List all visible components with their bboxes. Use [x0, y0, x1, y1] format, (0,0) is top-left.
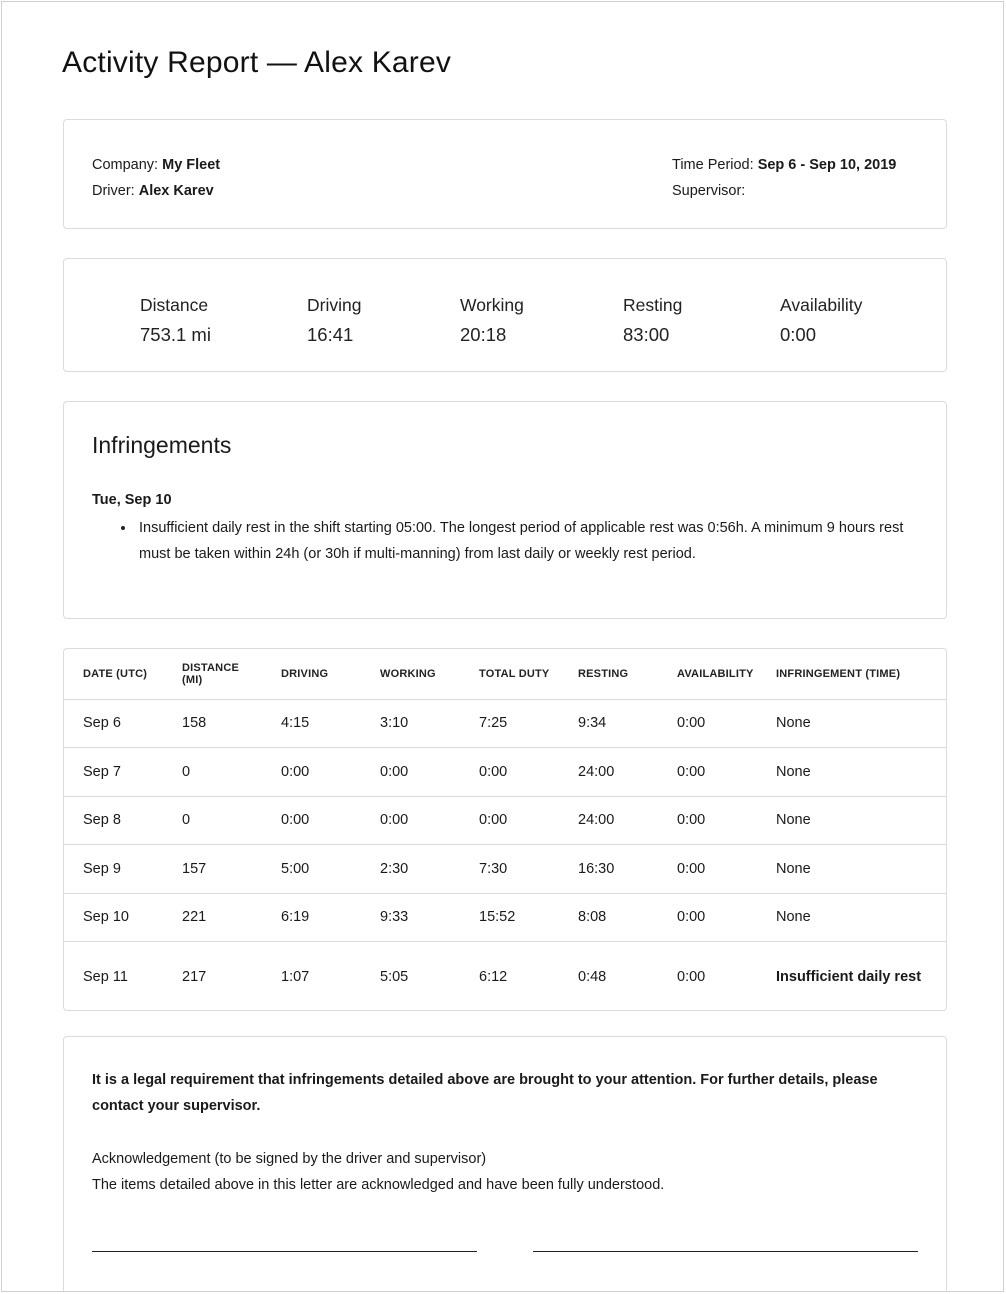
- table-cell: Sep 10: [64, 893, 163, 942]
- table-cell: 221: [163, 893, 262, 942]
- stat-value: 0:00: [780, 324, 817, 345]
- column-header: DATE (UTC): [64, 649, 163, 699]
- company-value: My Fleet: [162, 157, 221, 173]
- table-cell: 24:00: [559, 748, 658, 797]
- table-cell: 4:15: [262, 699, 361, 748]
- table-header-row: [64, 649, 947, 699]
- table-cell: 0:00: [361, 796, 460, 845]
- table-cell: 5:05: [380, 968, 409, 985]
- stat-value: 753.1 mi: [140, 324, 211, 345]
- supervisor-signature-line: [533, 1251, 918, 1252]
- column-header: RESTING: [559, 649, 658, 699]
- table-cell: 7:30: [460, 845, 559, 894]
- table-cell: 0:00: [460, 748, 559, 797]
- table-cell: 0:48: [578, 968, 607, 985]
- table-cell: 2:30: [361, 845, 460, 894]
- acknowledgement-block: [92, 1146, 912, 1198]
- company-row: [92, 152, 220, 178]
- table-cell: 157: [163, 845, 262, 894]
- table-cell: 0:00: [658, 893, 757, 942]
- stat-label: Resting: [623, 295, 683, 315]
- period-label: Time Period:: [672, 157, 754, 173]
- acknowledgement-card: [63, 1036, 947, 1292]
- driver-row: [92, 178, 220, 204]
- table-cell: None: [757, 748, 947, 797]
- table-cell: 0: [163, 748, 262, 797]
- table-cell: 3:10: [361, 699, 460, 748]
- driver-signature-line: [92, 1251, 477, 1252]
- table-row: [64, 942, 947, 1012]
- column-header: DRIVING: [262, 649, 361, 699]
- table-row: [64, 845, 947, 894]
- table-cell: 1:07: [281, 968, 310, 985]
- table-row: [64, 796, 947, 845]
- driver-label: Driver:: [92, 183, 135, 199]
- table-cell: 0:00: [361, 748, 460, 797]
- stat-availability: [780, 291, 862, 349]
- driver-value: Alex Karev: [138, 183, 214, 199]
- table-cell: Sep 7: [64, 748, 163, 797]
- legal-notice: It is a legal requirement that infringements detailed above are brought to your attention. For further details, please contact your supervisor.: [92, 1072, 878, 1114]
- table-cell: None: [757, 845, 947, 894]
- column-header: INFRINGEMENT (TIME): [757, 649, 947, 699]
- table-cell: 0:00: [262, 796, 361, 845]
- infringement-day: Tue, Sep 10: [92, 492, 172, 508]
- table-cell: 217: [182, 968, 207, 985]
- table-cell: 0:00: [658, 845, 757, 894]
- table-cell: None: [757, 893, 947, 942]
- table-cell: None: [757, 796, 947, 845]
- acknowledgement-text: The items detailed above in this letter are acknowledged and have been fully understood.: [92, 1177, 665, 1193]
- supervisor-label: Supervisor:: [672, 183, 746, 199]
- table-cell: 6:12: [479, 968, 508, 985]
- meta-right: [672, 152, 896, 204]
- summary-stats-card: [63, 258, 947, 372]
- meta-left: [92, 152, 220, 204]
- table-row: [64, 893, 947, 942]
- table-cell: 6:19: [262, 893, 361, 942]
- table-cell: 0:00: [658, 796, 757, 845]
- table-cell: 0:00: [658, 699, 757, 748]
- stat-label: Driving: [307, 295, 362, 315]
- column-header: WORKING: [361, 649, 460, 699]
- table-cell: 0: [163, 796, 262, 845]
- supervisor-row: [672, 178, 896, 204]
- table-row: [64, 699, 947, 748]
- daily-activity-table-card: [63, 648, 947, 1011]
- table-cell: 15:52: [460, 893, 559, 942]
- table-cell: 9:33: [361, 893, 460, 942]
- company-label: Company:: [92, 157, 159, 173]
- table-cell: 0:00: [658, 748, 757, 797]
- column-header: TOTAL DUTY: [460, 649, 559, 699]
- table-cell: Sep 11: [83, 968, 128, 985]
- stat-working: [460, 291, 524, 349]
- stat-value: 83:00: [623, 324, 670, 345]
- period-value: Sep 6 - Sep 10, 2019: [757, 157, 897, 173]
- stat-label: Availability: [780, 295, 863, 315]
- table-cell: None: [757, 699, 947, 748]
- stat-label: Working: [460, 295, 524, 315]
- stat-label: Distance: [140, 295, 209, 315]
- table-cell: 8:08: [559, 893, 658, 942]
- period-row: [672, 152, 896, 178]
- table-row: [64, 748, 947, 797]
- table-cell: 24:00: [559, 796, 658, 845]
- stat-value: 20:18: [460, 324, 507, 345]
- table-cell: 0:00: [677, 968, 706, 985]
- table-cell: 0:00: [262, 748, 361, 797]
- infringements-heading: Infringements: [92, 432, 232, 458]
- table-cell: 9:34: [559, 699, 658, 748]
- column-header: DISTANCE (MI): [163, 649, 262, 699]
- table-cell-infringement: Insufficient daily rest: [776, 968, 922, 985]
- table-cell: 7:25: [460, 699, 559, 748]
- table-cell: 5:00: [262, 845, 361, 894]
- table-cell: Sep 6: [64, 699, 163, 748]
- table-cell: 16:30: [559, 845, 658, 894]
- stat-distance: [140, 291, 211, 349]
- acknowledgement-title: Acknowledgement (to be signed by the driver and supervisor): [92, 1151, 487, 1167]
- infringement-list: [139, 515, 919, 567]
- daily-activity-table: [64, 649, 947, 1011]
- table-cell: 0:00: [460, 796, 559, 845]
- report-page: [1, 1, 1004, 1292]
- column-header: AVAILABILITY: [658, 649, 757, 699]
- stat-driving: [307, 291, 361, 349]
- infringements-card: [63, 401, 947, 619]
- report-meta-card: [63, 119, 947, 229]
- table-cell: 158: [163, 699, 262, 748]
- stat-value: 16:41: [307, 324, 354, 345]
- table-cell: Sep 9: [64, 845, 163, 894]
- table-cell: Sep 8: [64, 796, 163, 845]
- stat-resting: [623, 291, 682, 349]
- page-title: Activity Report — Alex Karev: [62, 46, 452, 79]
- infringement-item: Insufficient daily rest in the shift starting 05:00. The longest period of applicable rest was 0:56h. A minimum 9 hours rest must be taken within 24h (or 30h if multi-manning) from last daily or weekly rest period.: [139, 515, 919, 567]
